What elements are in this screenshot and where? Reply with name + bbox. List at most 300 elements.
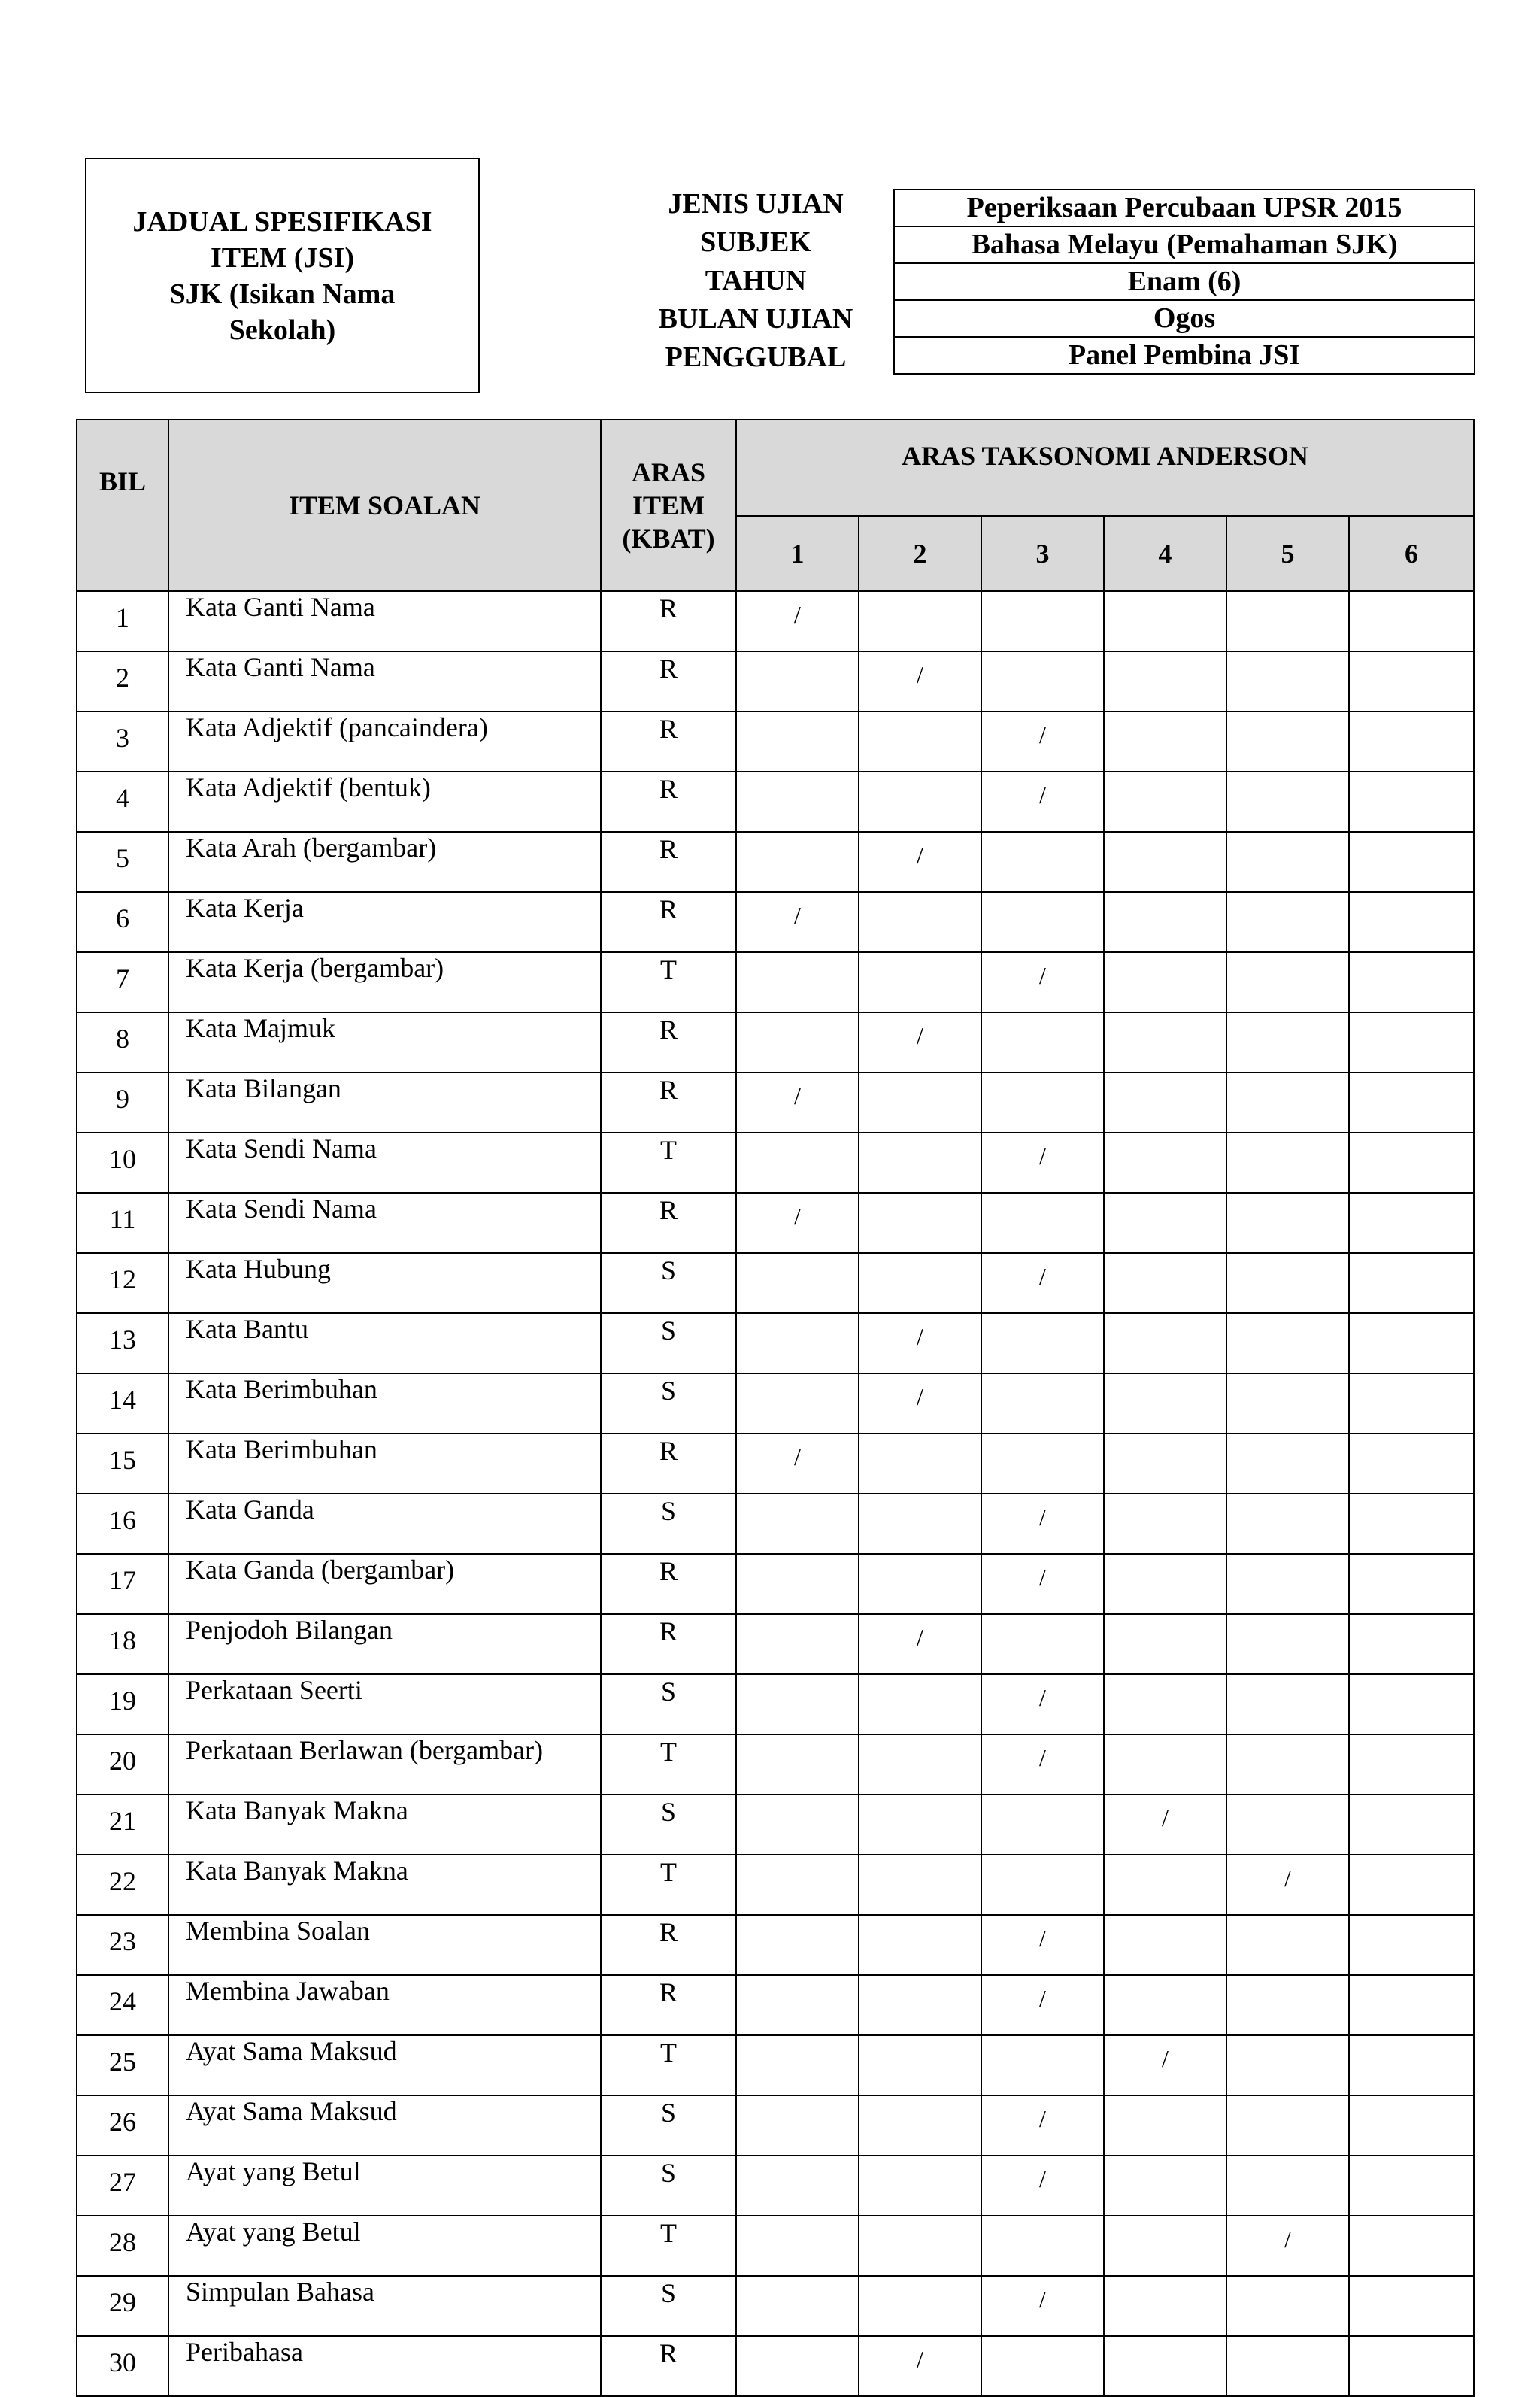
header-aras-line: ARAS <box>631 457 705 487</box>
row-aras-item: R <box>601 1073 736 1133</box>
row-item-soalan: Membina Soalan <box>168 1915 601 1975</box>
header-bil: BIL <box>77 420 168 591</box>
row-level-6-cell <box>1349 1494 1474 1554</box>
row-level-5-cell <box>1226 1373 1349 1434</box>
title-box <box>85 158 480 393</box>
table-row <box>77 1434 1474 1494</box>
specification-table <box>76 419 1475 2397</box>
table-row <box>77 1494 1474 1554</box>
row-level-4-cell <box>1104 1434 1226 1494</box>
level-check-mark: / <box>794 1443 801 1470</box>
row-level-1-cell <box>736 1313 859 1373</box>
row-aras-item: R <box>601 892 736 952</box>
row-level-3-cell <box>981 2156 1104 2216</box>
row-bil: 15 <box>77 1434 168 1494</box>
row-item-soalan: Kata Bantu <box>168 1313 601 1373</box>
meta-value-jenis-ujian: Peperiksaan Percubaan UPSR 2015 <box>894 190 1475 226</box>
row-level-5-cell <box>1226 1253 1349 1313</box>
row-level-6-cell <box>1349 1193 1474 1253</box>
title-line: ITEM (JSI) <box>210 241 355 274</box>
row-level-4-cell <box>1104 892 1226 952</box>
level-check-mark: / <box>1039 2165 1046 2192</box>
row-level-1-cell <box>736 1133 859 1193</box>
row-level-1-cell <box>736 1554 859 1614</box>
row-level-4-cell <box>1104 1855 1226 1915</box>
row-level-4-cell <box>1104 1554 1226 1614</box>
row-level-6-cell <box>1349 832 1474 892</box>
row-level-4-cell <box>1104 1073 1226 1133</box>
row-level-3-cell <box>981 1193 1104 1253</box>
table-row <box>77 1193 1474 1253</box>
table-row <box>77 1133 1474 1193</box>
row-level-1-cell <box>736 2336 859 2396</box>
header-aras-line: (KBAT) <box>622 523 715 554</box>
header-level-3: 3 <box>981 516 1104 591</box>
level-check-mark: / <box>917 1383 923 1410</box>
level-check-mark: / <box>917 1323 923 1350</box>
row-level-4-cell <box>1104 2276 1226 2336</box>
row-aras-item: S <box>601 1373 736 1434</box>
table-row <box>77 1373 1474 1434</box>
row-level-6-cell <box>1349 1434 1474 1494</box>
row-level-5-cell <box>1226 772 1349 832</box>
row-bil: 14 <box>77 1373 168 1434</box>
row-level-3-cell <box>981 1494 1104 1554</box>
row-aras-item: R <box>601 2336 736 2396</box>
table-row <box>77 1073 1474 1133</box>
meta-value-bulan-ujian: Ogos <box>894 300 1475 337</box>
header-taksonomi: ARAS TAKSONOMI ANDERSON <box>736 420 1474 516</box>
row-level-6-cell <box>1349 2216 1474 2276</box>
row-level-1-cell <box>736 1975 859 2035</box>
row-level-5-cell <box>1226 1313 1349 1373</box>
row-level-4-cell <box>1104 1373 1226 1434</box>
row-aras-item: R <box>601 1975 736 2035</box>
row-item-soalan: Kata Kerja <box>168 892 601 952</box>
row-level-1-cell <box>736 1674 859 1734</box>
row-level-2-cell <box>859 1855 981 1915</box>
row-bil: 11 <box>77 1193 168 1253</box>
row-bil: 22 <box>77 1855 168 1915</box>
row-level-3-cell <box>981 1313 1104 1373</box>
row-bil: 9 <box>77 1073 168 1133</box>
table-row <box>77 1253 1474 1313</box>
row-level-1-cell <box>736 2276 859 2336</box>
row-level-2-cell <box>859 1434 981 1494</box>
level-check-mark: / <box>1039 1985 1046 2012</box>
row-level-2-cell <box>859 591 981 651</box>
row-item-soalan: Kata Majmuk <box>168 1012 601 1073</box>
row-aras-item: S <box>601 1253 736 1313</box>
row-level-1-cell <box>736 2095 859 2156</box>
row-aras-item: T <box>601 1734 736 1795</box>
row-item-soalan: Perkataan Seerti <box>168 1674 601 1734</box>
header-level-6: 6 <box>1349 516 1474 591</box>
row-level-4-cell <box>1104 1674 1226 1734</box>
row-aras-item: S <box>601 1494 736 1554</box>
row-level-2-cell <box>859 1915 981 1975</box>
table-row <box>77 1674 1474 1734</box>
row-level-6-cell <box>1349 892 1474 952</box>
row-level-4-cell <box>1104 591 1226 651</box>
row-level-2-cell <box>859 1373 981 1434</box>
level-check-mark: / <box>917 1624 923 1651</box>
row-level-6-cell <box>1349 651 1474 712</box>
row-aras-item: R <box>601 712 736 772</box>
row-aras-item: R <box>601 591 736 651</box>
row-level-3-cell <box>981 1253 1104 1313</box>
title-line: JADUAL SPESIFIKASI <box>132 205 432 238</box>
row-level-3-cell <box>981 2336 1104 2396</box>
table-row <box>77 832 1474 892</box>
row-level-2-cell <box>859 1313 981 1373</box>
row-level-5-cell <box>1226 892 1349 952</box>
meta-label-subjek: SUBJEK <box>700 226 811 258</box>
row-bil: 2 <box>77 651 168 712</box>
row-level-4-cell <box>1104 1915 1226 1975</box>
header-aras-line: ITEM <box>632 490 705 520</box>
row-level-6-cell <box>1349 1674 1474 1734</box>
header-level-4: 4 <box>1104 516 1226 591</box>
row-item-soalan: Kata Banyak Makna <box>168 1795 601 1855</box>
row-item-soalan: Kata Ganda (bergambar) <box>168 1554 601 1614</box>
table-row <box>77 1975 1474 2035</box>
row-level-1-cell <box>736 1434 859 1494</box>
row-bil: 13 <box>77 1313 168 1373</box>
row-level-2-cell <box>859 1012 981 1073</box>
table-row <box>77 2216 1474 2276</box>
row-bil: 4 <box>77 772 168 832</box>
row-level-2-cell <box>859 1554 981 1614</box>
row-item-soalan: Kata Bilangan <box>168 1073 601 1133</box>
row-bil: 10 <box>77 1133 168 1193</box>
row-level-1-cell <box>736 1795 859 1855</box>
row-aras-item: S <box>601 1313 736 1373</box>
row-level-3-cell <box>981 1915 1104 1975</box>
row-level-5-cell <box>1226 591 1349 651</box>
row-bil: 26 <box>77 2095 168 2156</box>
row-level-3-cell <box>981 832 1104 892</box>
row-aras-item: R <box>601 1434 736 1494</box>
row-item-soalan: Kata Arah (bergambar) <box>168 832 601 892</box>
row-level-2-cell <box>859 952 981 1012</box>
row-level-4-cell <box>1104 2336 1226 2396</box>
row-level-3-cell <box>981 651 1104 712</box>
row-level-5-cell <box>1226 1193 1349 1253</box>
row-level-3-cell <box>981 1795 1104 1855</box>
row-level-4-cell <box>1104 651 1226 712</box>
level-check-mark: / <box>1039 962 1046 989</box>
row-level-2-cell <box>859 1795 981 1855</box>
row-level-3-cell <box>981 1133 1104 1193</box>
row-bil: 17 <box>77 1554 168 1614</box>
header-level-2: 2 <box>859 516 981 591</box>
row-level-3-cell <box>981 2276 1104 2336</box>
row-level-6-cell <box>1349 952 1474 1012</box>
level-check-mark: / <box>1284 1865 1291 1892</box>
row-level-5-cell <box>1226 2276 1349 2336</box>
meta-labels <box>632 185 880 377</box>
level-check-mark: / <box>1162 2045 1169 2072</box>
row-level-2-cell <box>859 1975 981 2035</box>
row-item-soalan: Kata Adjektif (pancaindera) <box>168 712 601 772</box>
row-level-6-cell <box>1349 1614 1474 1674</box>
row-aras-item: R <box>601 1554 736 1614</box>
row-level-6-cell <box>1349 2035 1474 2095</box>
row-aras-item: S <box>601 1674 736 1734</box>
row-item-soalan: Kata Berimbuhan <box>168 1434 601 1494</box>
row-aras-item: R <box>601 1012 736 1073</box>
row-level-6-cell <box>1349 772 1474 832</box>
row-level-4-cell <box>1104 1253 1226 1313</box>
title-line: Sekolah) <box>229 314 336 346</box>
row-bil: 24 <box>77 1975 168 2035</box>
meta-values-table <box>893 189 1475 375</box>
row-level-1-cell <box>736 2216 859 2276</box>
row-level-3-cell <box>981 772 1104 832</box>
table-row <box>77 2035 1474 2095</box>
table-row <box>77 1795 1474 1855</box>
row-level-5-cell <box>1226 651 1349 712</box>
row-level-3-cell <box>981 2216 1104 2276</box>
row-level-1-cell <box>736 1012 859 1073</box>
row-level-6-cell <box>1349 591 1474 651</box>
row-item-soalan: Ayat Sama Maksud <box>168 2095 601 2156</box>
row-level-6-cell <box>1349 2156 1474 2216</box>
level-check-mark: / <box>917 661 923 688</box>
row-level-6-cell <box>1349 1073 1474 1133</box>
row-level-3-cell <box>981 1614 1104 1674</box>
row-level-2-cell <box>859 2216 981 2276</box>
level-check-mark: / <box>1039 1142 1046 1170</box>
row-level-4-cell <box>1104 1133 1226 1193</box>
row-level-5-cell <box>1226 1795 1349 1855</box>
row-level-6-cell <box>1349 712 1474 772</box>
row-item-soalan: Kata Banyak Makna <box>168 1855 601 1915</box>
row-aras-item: T <box>601 1855 736 1915</box>
header-level-1: 1 <box>736 516 859 591</box>
table-row <box>77 1614 1474 1674</box>
row-level-4-cell <box>1104 1795 1226 1855</box>
meta-value-penggubal: Panel Pembina JSI <box>894 337 1475 374</box>
row-level-3-cell <box>981 1554 1104 1614</box>
level-check-mark: / <box>794 1082 801 1109</box>
level-check-mark: / <box>1162 1804 1169 1831</box>
meta-label-jenis-ujian: JENIS UJIAN <box>668 188 844 220</box>
header-item-soalan: ITEM SOALAN <box>168 420 601 591</box>
row-level-5-cell <box>1226 952 1349 1012</box>
row-item-soalan: Peribahasa <box>168 2336 601 2396</box>
row-item-soalan: Ayat yang Betul <box>168 2156 601 2216</box>
row-bil: 25 <box>77 2035 168 2095</box>
row-level-1-cell <box>736 892 859 952</box>
row-aras-item: R <box>601 651 736 712</box>
row-level-5-cell <box>1226 2035 1349 2095</box>
row-level-6-cell <box>1349 1915 1474 1975</box>
row-level-3-cell <box>981 1734 1104 1795</box>
row-level-3-cell <box>981 1073 1104 1133</box>
row-level-3-cell <box>981 952 1104 1012</box>
row-level-2-cell <box>859 1133 981 1193</box>
row-level-2-cell <box>859 1734 981 1795</box>
row-level-4-cell <box>1104 2035 1226 2095</box>
row-bil: 29 <box>77 2276 168 2336</box>
row-bil: 5 <box>77 832 168 892</box>
level-check-mark: / <box>1039 2105 1046 2132</box>
row-bil: 7 <box>77 952 168 1012</box>
row-level-6-cell <box>1349 1253 1474 1313</box>
row-level-5-cell <box>1226 1915 1349 1975</box>
row-level-1-cell <box>736 591 859 651</box>
level-check-mark: / <box>1039 1684 1046 1711</box>
row-level-5-cell <box>1226 1554 1349 1614</box>
row-item-soalan: Kata Adjektif (bentuk) <box>168 772 601 832</box>
level-check-mark: / <box>1039 2286 1046 2313</box>
row-level-4-cell <box>1104 1494 1226 1554</box>
row-level-1-cell <box>736 1915 859 1975</box>
row-item-soalan: Simpulan Bahasa <box>168 2276 601 2336</box>
row-aras-item: T <box>601 1133 736 1193</box>
row-item-soalan: Kata Sendi Nama <box>168 1193 601 1253</box>
row-level-3-cell <box>981 1434 1104 1494</box>
level-check-mark: / <box>917 842 923 869</box>
level-check-mark: / <box>1039 1263 1046 1290</box>
row-level-1-cell <box>736 1073 859 1133</box>
row-level-2-cell <box>859 1674 981 1734</box>
row-item-soalan: Kata Ganti Nama <box>168 651 601 712</box>
row-level-4-cell <box>1104 832 1226 892</box>
level-check-mark: / <box>917 1022 923 1049</box>
row-level-4-cell <box>1104 772 1226 832</box>
meta-value-tahun: Enam (6) <box>894 263 1475 300</box>
row-item-soalan: Kata Kerja (bergambar) <box>168 952 601 1012</box>
row-item-soalan: Kata Hubung <box>168 1253 601 1313</box>
row-aras-item: S <box>601 1795 736 1855</box>
table-row <box>77 1855 1474 1915</box>
header-aras-item <box>601 420 736 591</box>
level-check-mark: / <box>1039 1744 1046 1771</box>
header-level-5: 5 <box>1226 516 1349 591</box>
row-level-2-cell <box>859 2035 981 2095</box>
row-level-6-cell <box>1349 2095 1474 2156</box>
row-level-3-cell <box>981 2095 1104 2156</box>
row-level-1-cell <box>736 952 859 1012</box>
row-bil: 1 <box>77 591 168 651</box>
table-row <box>77 712 1474 772</box>
table-row <box>77 1313 1474 1373</box>
row-aras-item: S <box>601 2156 736 2216</box>
row-aras-item: T <box>601 2216 736 2276</box>
row-level-2-cell <box>859 1193 981 1253</box>
row-level-1-cell <box>736 1494 859 1554</box>
row-aras-item: T <box>601 2035 736 2095</box>
level-check-mark: / <box>1039 1503 1046 1531</box>
row-level-6-cell <box>1349 1373 1474 1434</box>
level-check-mark: / <box>794 601 801 628</box>
row-item-soalan: Penjodoh Bilangan <box>168 1614 601 1674</box>
level-check-mark: / <box>1039 721 1046 748</box>
row-level-4-cell <box>1104 1734 1226 1795</box>
row-level-6-cell <box>1349 1133 1474 1193</box>
table-row <box>77 591 1474 651</box>
row-bil: 21 <box>77 1795 168 1855</box>
row-level-6-cell <box>1349 1734 1474 1795</box>
row-bil: 3 <box>77 712 168 772</box>
row-level-4-cell <box>1104 1614 1226 1674</box>
row-item-soalan: Membina Jawaban <box>168 1975 601 2035</box>
row-level-5-cell <box>1226 1133 1349 1193</box>
row-level-2-cell <box>859 2095 981 2156</box>
table-row <box>77 2095 1474 2156</box>
level-check-mark: / <box>794 1203 801 1230</box>
row-level-1-cell <box>736 772 859 832</box>
meta-label-penggubal: PENGGUBAL <box>665 341 847 373</box>
row-item-soalan: Perkataan Berlawan (bergambar) <box>168 1734 601 1795</box>
row-item-soalan: Kata Ganda <box>168 1494 601 1554</box>
meta-label-bulan-ujian: BULAN UJIAN <box>658 303 853 335</box>
row-level-6-cell <box>1349 1795 1474 1855</box>
row-aras-item: R <box>601 832 736 892</box>
row-level-2-cell <box>859 832 981 892</box>
row-level-6-cell <box>1349 1554 1474 1614</box>
row-level-3-cell <box>981 892 1104 952</box>
row-level-2-cell <box>859 892 981 952</box>
meta-label-tahun: TAHUN <box>705 265 807 296</box>
table-row <box>77 1554 1474 1614</box>
row-level-5-cell <box>1226 1734 1349 1795</box>
row-level-3-cell <box>981 1373 1104 1434</box>
row-bil: 30 <box>77 2336 168 2396</box>
row-level-5-cell <box>1226 1674 1349 1734</box>
title-line: SJK (Isikan Nama <box>169 278 396 310</box>
row-bil: 23 <box>77 1915 168 1975</box>
row-level-1-cell <box>736 1373 859 1434</box>
row-aras-item: R <box>601 772 736 832</box>
row-level-1-cell <box>736 1193 859 1253</box>
row-level-1-cell <box>736 651 859 712</box>
table-row <box>77 1012 1474 1073</box>
row-level-2-cell <box>859 2336 981 2396</box>
row-level-4-cell <box>1104 712 1226 772</box>
level-check-mark: / <box>794 902 801 929</box>
row-level-2-cell <box>859 1614 981 1674</box>
row-item-soalan: Ayat yang Betul <box>168 2216 601 2276</box>
table-row <box>77 1734 1474 1795</box>
row-level-6-cell <box>1349 1855 1474 1915</box>
row-level-3-cell <box>981 1674 1104 1734</box>
row-level-5-cell <box>1226 1494 1349 1554</box>
row-level-6-cell <box>1349 2336 1474 2396</box>
table-row <box>77 1915 1474 1975</box>
table-row <box>77 2276 1474 2336</box>
row-level-4-cell <box>1104 2156 1226 2216</box>
table-row <box>77 952 1474 1012</box>
row-aras-item: S <box>601 2095 736 2156</box>
row-level-3-cell <box>981 2035 1104 2095</box>
row-level-5-cell <box>1226 1855 1349 1915</box>
row-level-5-cell <box>1226 1012 1349 1073</box>
row-level-3-cell <box>981 712 1104 772</box>
row-level-4-cell <box>1104 2216 1226 2276</box>
row-level-6-cell <box>1349 1975 1474 2035</box>
row-item-soalan: Kata Sendi Nama <box>168 1133 601 1193</box>
row-bil: 27 <box>77 2156 168 2216</box>
table-row <box>77 772 1474 832</box>
row-item-soalan: Kata Ganti Nama <box>168 591 601 651</box>
row-level-1-cell <box>736 2035 859 2095</box>
row-level-4-cell <box>1104 1012 1226 1073</box>
row-bil: 18 <box>77 1614 168 1674</box>
